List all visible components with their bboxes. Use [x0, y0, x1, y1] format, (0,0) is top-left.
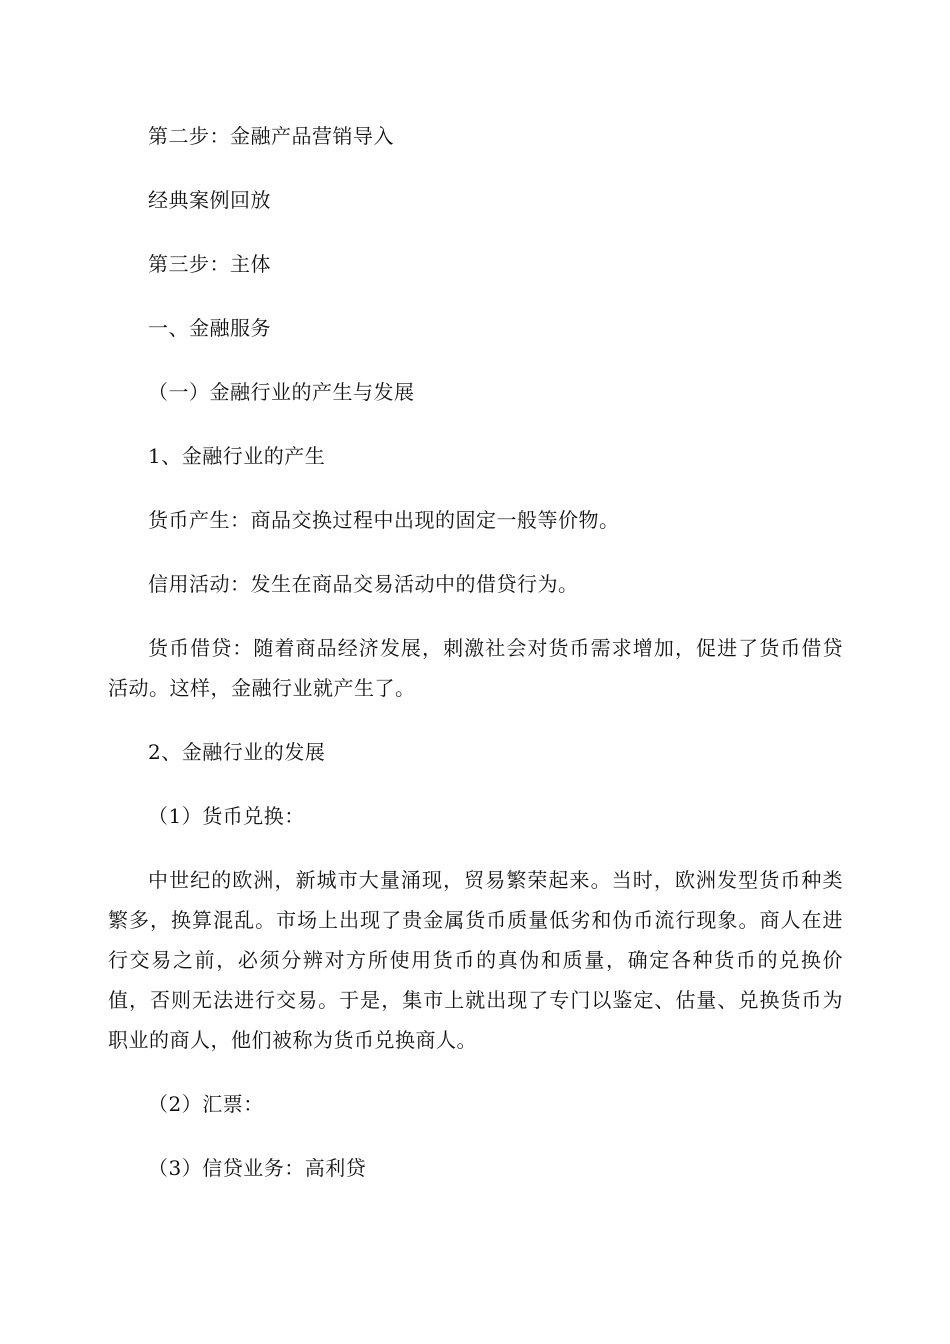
list-item-currency-exchange: （1）货币兑换：: [148, 804, 305, 828]
paragraph-step-two: 第二步：金融产品营销导入: [148, 124, 394, 148]
document-body: [108, 116, 843, 1188]
numbered-heading-origin: 1、金融行业的产生: [148, 444, 326, 468]
paragraph-currency-lending: 货币借贷：随着商品经济发展，刺激社会对货币需求增加，促进了货币借贷活动。这样，金融行业就产生了。: [108, 636, 843, 700]
list-item-credit-business: （3）信贷业务：高利贷: [148, 1156, 367, 1180]
paragraph-step-three: 第三步：主体: [148, 252, 271, 276]
numbered-heading-development: 2、金融行业的发展: [148, 740, 326, 764]
section-heading-financial-services: 一、金融服务: [148, 316, 271, 340]
paragraph-medieval-europe: 中世纪的欧洲，新城市大量涌现，贸易繁荣起来。当时，欧洲发型货币种类繁多，换算混乱。市场上出现了贵金属货币质量低劣和伪币流行现象。商人在进行交易之前，必须分辨对方所使用货币的真伪和质量，确定各种货币的兑换价值，否则无法进行交易。于是，集市上就出现了专门以鉴定、估量、兑换货币为职业的商人，他们被称为货币兑换商人。: [108, 868, 843, 1052]
paragraph-classic-case: 经典案例回放: [148, 188, 271, 212]
subsection-heading-origin-development: （一）金融行业的产生与发展: [148, 380, 415, 404]
list-item-bill-of-exchange: （2）汇票：: [148, 1092, 264, 1116]
paragraph-credit-activity: 信用活动：发生在商品交易活动中的借贷行为。: [148, 572, 579, 596]
paragraph-currency-origin: 货币产生：商品交换过程中出现的固定一般等价物。: [148, 508, 620, 532]
